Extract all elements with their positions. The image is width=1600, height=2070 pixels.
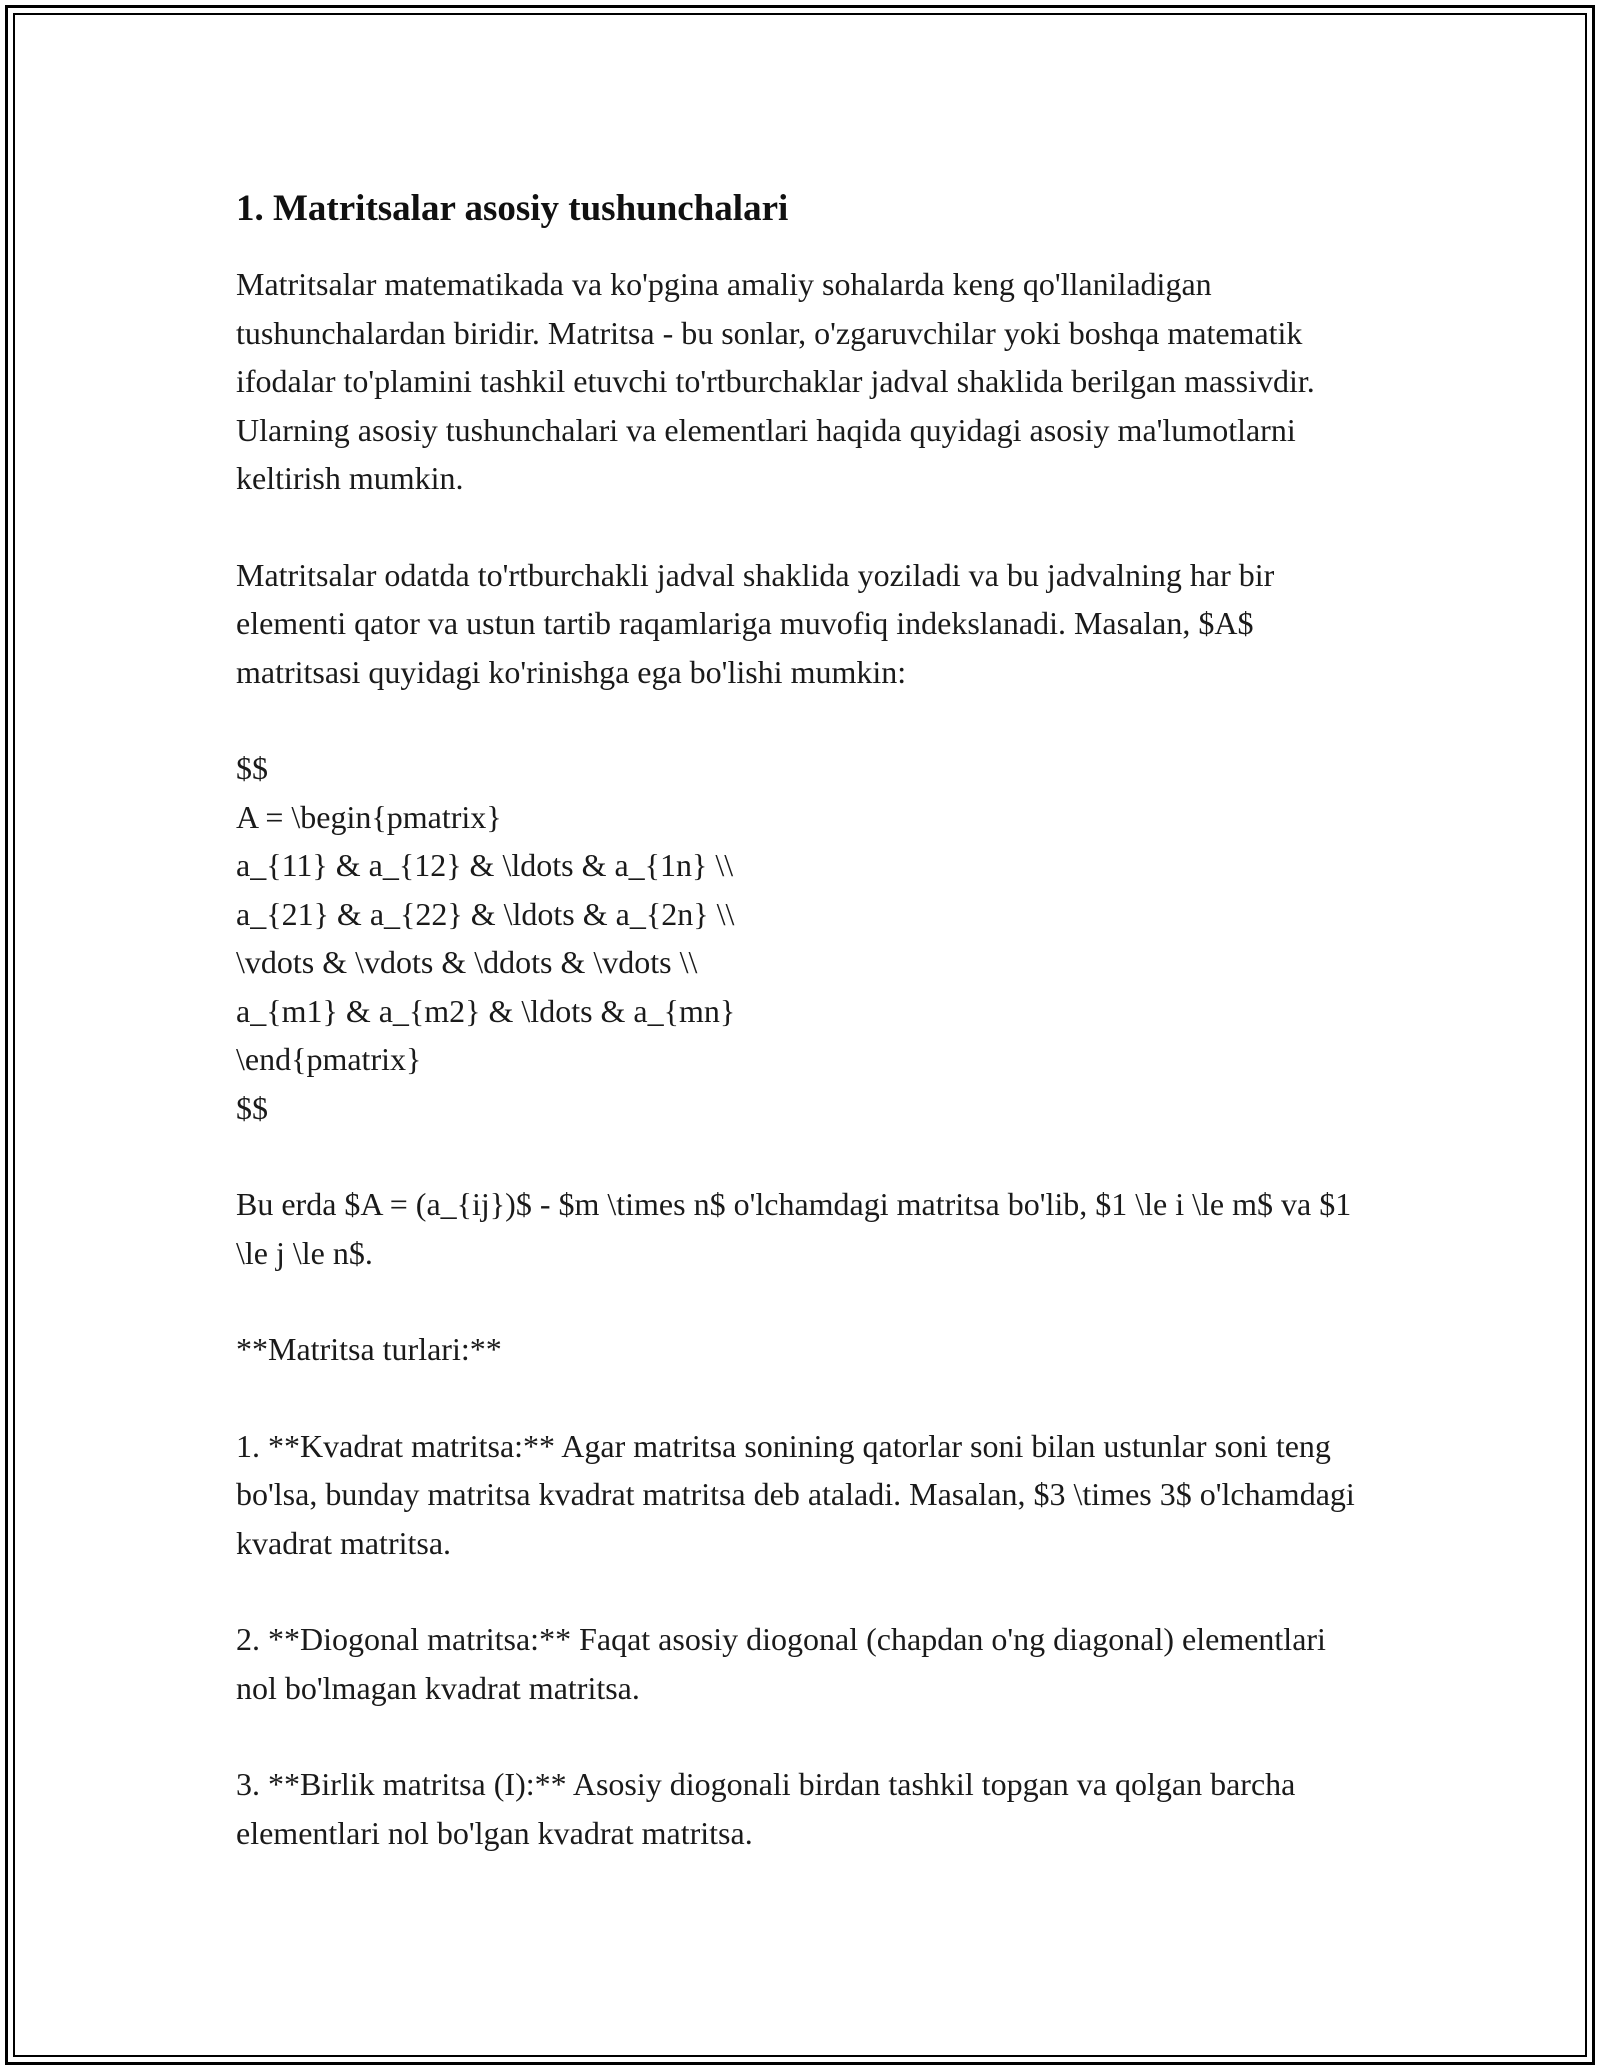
math-line: a_{m1} & a_{m2} & \ldots & a_{mn} bbox=[236, 992, 736, 1029]
math-line: \vdots & \vdots & \ddots & \vdots \\ bbox=[236, 944, 698, 980]
matrix-type-square: 1. **Kvadrat matritsa:** Agar matritsa sonining qatorlar soni bilan ustunlar soni teng bo'lsa, bunday matritsa kvadrat matritsa deb ataladi. Masalan, $3 \times 3$ o'lchamdagi kvadrat matritsa. bbox=[236, 1427, 1355, 1561]
matrix-type-diagonal: 2. **Diogonal matritsa:** Faqat asosiy diogonal (chapdan o'ng diagonal) elementlari nol bo'lmagan kvadrat matritsa. bbox=[236, 1621, 1326, 1706]
matrix-types-heading: **Matritsa turlari:** bbox=[236, 1331, 502, 1367]
document-body bbox=[236, 186, 1366, 1905]
math-line: a_{11} & a_{12} & \ldots & a_{1n} \\ bbox=[236, 847, 734, 883]
paragraph-explanation: Bu erda $A = (a_{ij})$ - $m \times n$ o'lchamdagi matritsa bo'lib, $1 \le i \le m$ va $1 \le j \le n$. bbox=[236, 1186, 1352, 1271]
math-line: a_{21} & a_{22} & \ldots & a_{2n} \\ bbox=[236, 895, 735, 932]
math-line: $$ bbox=[236, 750, 268, 786]
section-heading: 1. Matritsalar asosiy tushunchalari bbox=[236, 188, 789, 229]
latex-matrix-block bbox=[236, 744, 1366, 1132]
paragraph-intro: Matritsalar matematikada va ko'pgina amaliy sohalarda keng qo'llaniladigan tushunchalardan biridir. Matritsa - bu sonlar, o'zgaruvchilar yoki boshqa matematik ifodalar to'plamini tashkil etuvchi to'rtburchaklar jadval shaklida berilgan massivdir. Ularning asosiy tushunchalari va elementlari haqida quyidagi asosiy ma'lumotlarni keltirish mumkin. bbox=[236, 266, 1315, 496]
math-line: A = \begin{pmatrix} bbox=[236, 798, 502, 835]
matrix-type-identity: 3. **Birlik matritsa (I):** Asosiy diogonali birdan tashkil topgan va qolgan barcha elementlari nol bo'lgan kvadrat matritsa. bbox=[236, 1766, 1296, 1851]
math-line: $$ bbox=[236, 1089, 268, 1126]
paragraph-description: Matritsalar odatda to'rtburchakli jadval shaklida yoziladi va bu jadvalning har bir elementi qator va ustun tartib raqamlariga muvofiq indekslanadi. Masalan, $A$ matritsasi quyidagi ko'rinishga ega bo'lishi mumkin: bbox=[236, 556, 1275, 690]
math-line: \end{pmatrix} bbox=[236, 1041, 422, 1077]
